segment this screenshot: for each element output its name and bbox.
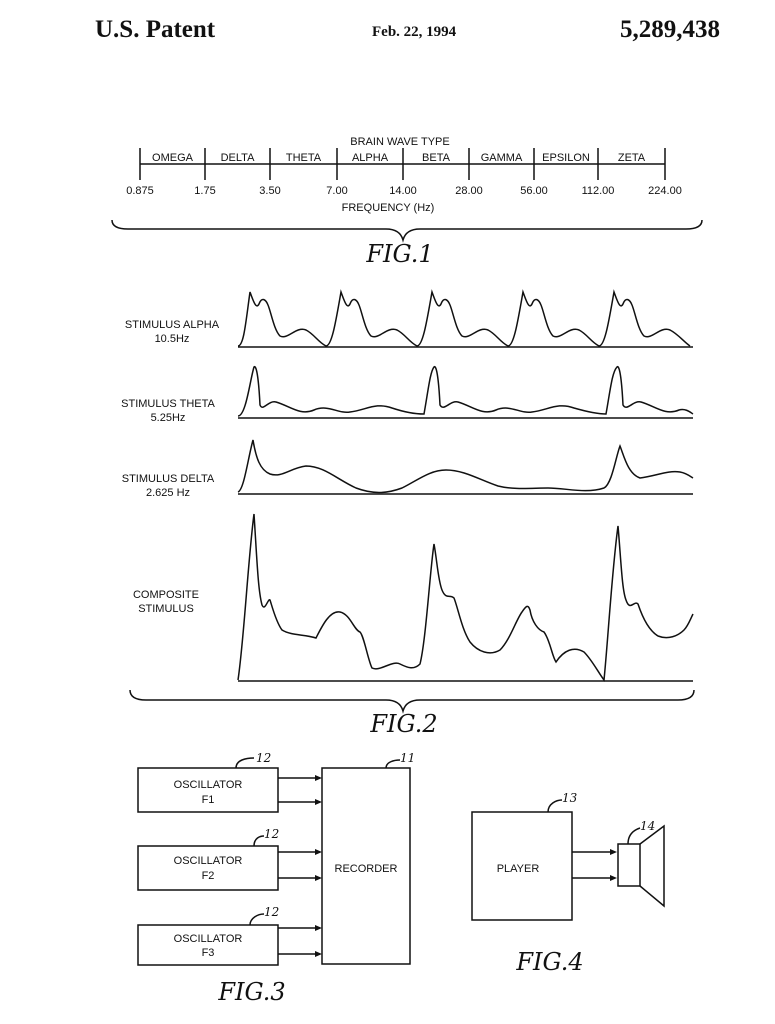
fig4-caption: FIG.4 [516,948,584,976]
theta-label-line2: 5.25Hz [150,412,186,424]
fig2-waveforms [130,292,694,711]
fig1-tick-label: 112.00 [581,185,615,197]
fig1-tick-label: 1.75 [194,185,216,197]
fig1-band-gamma: GAMMA [480,152,523,164]
oscillator-f3-line2: F3 [201,947,215,959]
composite-label-line2: STIMULUS [138,603,194,615]
delta-waveform [238,440,693,493]
fig1-band-beta: BETA [422,152,450,164]
patent-date: Feb. 22, 1994 [372,24,457,40]
oscillator-box-f3 [138,925,278,965]
delta-label-line2: 2.625 Hz [145,487,191,499]
fig1-band-labels [152,152,646,164]
fig1-tick-label: 224.00 [648,185,682,197]
player-ref: 13 [562,791,578,805]
theta-waveform [238,367,693,416]
alpha-label-line1: STIMULUS ALPHA [124,319,220,331]
fig1-tick-label: 56.00 [520,185,548,197]
composite-waveform [238,514,693,680]
fig1-band-epsilon: EPSILON [542,152,590,164]
delta-label-line1: STIMULUS DELTA [121,473,215,485]
oscillator-f2-line2: F2 [201,870,215,882]
fig1-band-delta: DELTA [220,152,255,164]
composite-label-line1: COMPOSITE [132,589,200,601]
alpha-waveform [238,292,690,346]
alpha-label-line2: 10.5Hz [154,333,190,345]
fig1-tick-labels [126,185,682,197]
oscillator-f2-line1: OSCILLATOR [173,855,243,867]
fig1-tick-label: 14.00 [389,185,417,197]
fig1-band-zeta: ZETA [617,152,646,164]
theta-label-line1: STIMULUS THETA [121,398,215,410]
fig4-playback-system [472,800,664,920]
fig2-brace [130,690,694,711]
oscillator-f1-line2: F1 [201,794,215,806]
fig1-band-theta: THETA [285,152,322,164]
fig1-axis-label: FREQUENCY (Hz) [341,202,435,214]
fig3-connectors [278,778,320,954]
speaker-icon [618,826,664,906]
recorder-ref: 11 [400,751,416,765]
speaker-ref: 14 [640,819,656,833]
fig4-connectors [572,852,612,878]
fig1-tick-label: 0.875 [126,185,154,197]
fig1-brace [112,220,702,240]
fig1-band-omega: OMEGA [152,152,193,164]
patent-number: 5,289,438 [620,16,720,43]
oscillator-f3-line1: OSCILLATOR [173,933,243,945]
fig1-caption: FIG.1 [366,240,434,268]
oscillator-f2-ref: 12 [264,827,280,841]
fig3-caption: FIG.3 [218,978,286,1006]
fig1-tick-label: 3.50 [259,185,281,197]
patent-label: U.S. Patent [95,16,216,43]
oscillator-f1-line1: OSCILLATOR [173,779,243,791]
oscillator-f3-ref: 12 [264,905,280,919]
oscillator-f1-ref: 12 [256,751,272,765]
fig1-tick-label: 28.00 [455,185,483,197]
player-label: PLAYER [496,863,540,875]
recorder-label: RECORDER [334,863,398,875]
fig1-tick-label: 7.00 [326,185,348,197]
fig1-band-alpha: ALPHA [351,152,389,164]
oscillator-box-f2 [138,846,278,890]
fig2-caption: FIG.2 [370,710,438,738]
fig1-title: BRAIN WAVE TYPE [350,136,450,148]
